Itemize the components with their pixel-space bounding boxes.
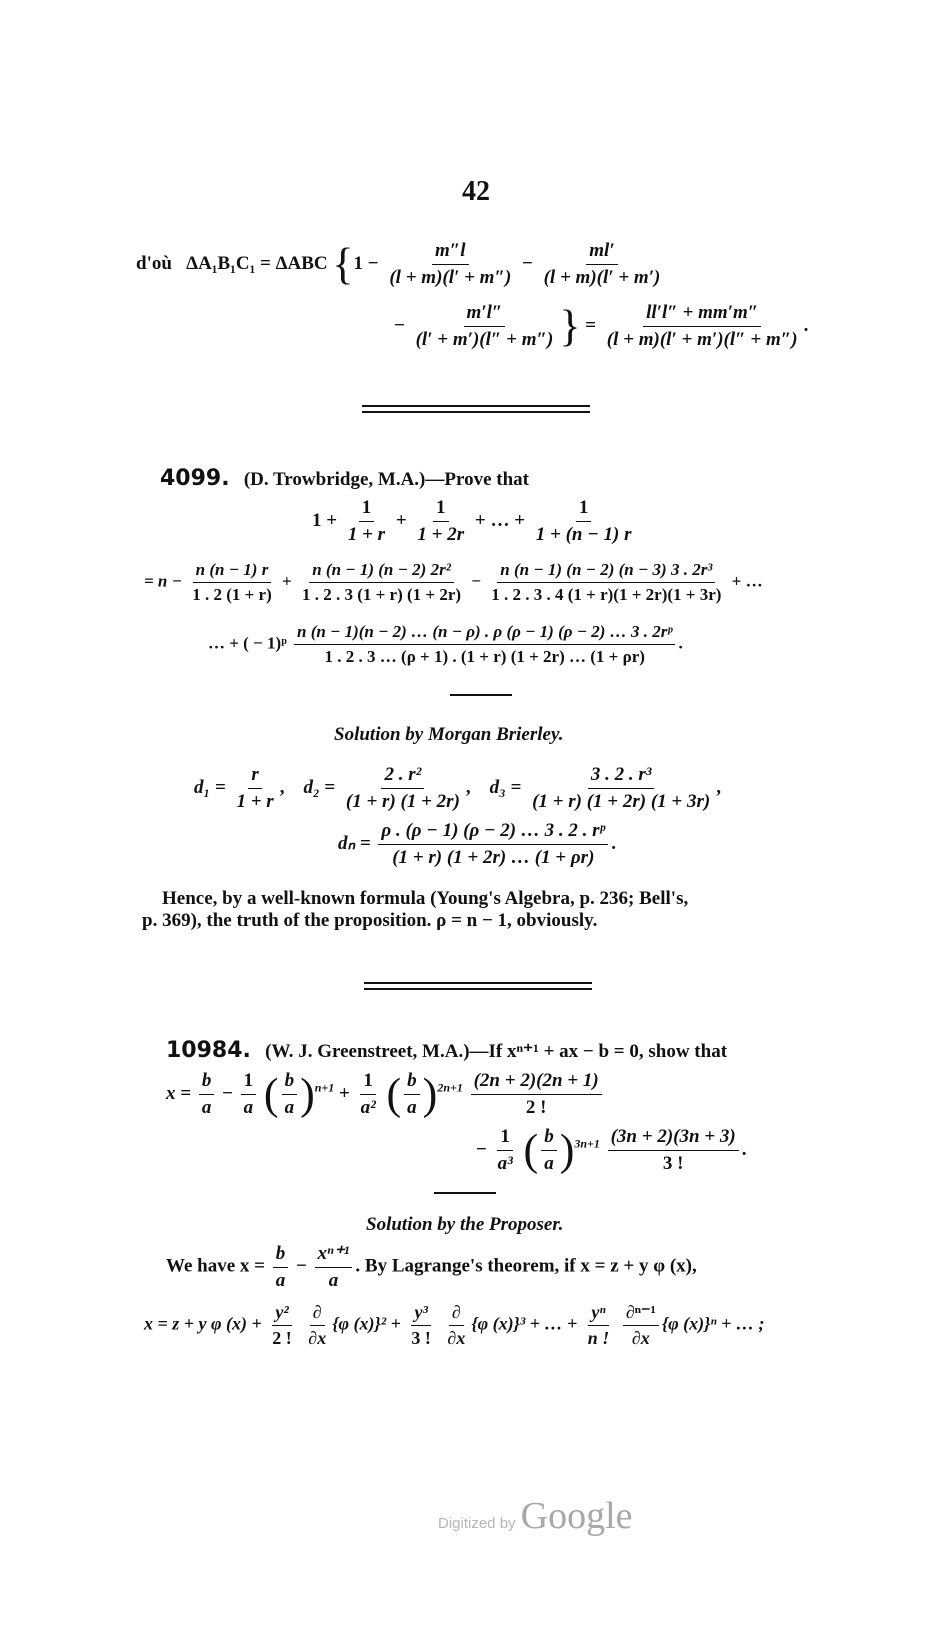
fraction: $\frac{\text{2 . r²}}{(1 + r) (1 + 2r)}$ xyxy=(345,764,460,812)
fraction: $\frac{r}{1 + r}$ xyxy=(236,764,274,812)
separator-rule xyxy=(364,982,592,984)
equation-line: 1 + $\frac{1}{1 + r}$ + $\frac{1}{1 + 2r}$ + … + $\frac{1}{1 + (n - 1) r}$ xyxy=(312,497,638,546)
fraction: $\frac{\text{∂ⁿ⁻¹}}{\partial x}$ xyxy=(623,1302,659,1349)
fraction: $\frac{1}{1 + (n - 1) r}$ xyxy=(535,497,632,545)
fraction: $\frac{(3n + 2)(3n + 3)}{3 !}$ xyxy=(608,1126,739,1175)
lhs-text: ΔA₁B₁C₁ = ΔABC xyxy=(186,252,328,274)
separator-rule xyxy=(434,1192,496,1194)
fraction: $\frac{\partial}{\partial x}$ xyxy=(447,1302,466,1348)
fraction: $\frac{\text{n (n − 1) (n − 2) (n − 3) 3 . 2r³}}{1 . 2 . 3 . 4 (1 + r)(1 + 2r)(1 + 3r)}$ xyxy=(491,560,722,604)
digitized-label: Digitized by xyxy=(438,1515,516,1532)
separator-rule xyxy=(362,405,590,407)
fraction: $\frac{n (n - 1) r}{1 . 2 (1 + r)}$ xyxy=(192,560,272,604)
solution-title: Solution by Morgan Brierley. xyxy=(334,724,564,745)
one-minus: 1 − xyxy=(353,252,379,274)
problem-author: (D. Trowbridge, M.A.)—Prove that xyxy=(243,469,529,490)
fraction: $\frac{m''l}{(l + m)(l' + m'')}$ xyxy=(389,240,512,288)
hence-paragraph: p. 369), the truth of the proposition. ρ = n − 1, obviously. xyxy=(142,910,598,931)
problem-author: (W. J. Greenstreet, M.A.)—If xⁿ⁺¹ + ax − b = 0, show that xyxy=(265,1041,728,1062)
fraction: $\frac{b}{a}$ xyxy=(282,1070,298,1119)
fraction: $\frac{\text{3 . 2 . r³}}{(1 + r) (1 + 2r) (1 + 3r)}$ xyxy=(532,764,711,812)
equation-line: We have x = $\frac{b}{a}$ − $\frac{\text{xⁿ⁺¹}}{a}$ . By Lagrange's theorem, if x = z + y φ (x), xyxy=(166,1242,697,1291)
area-formula-line2: − $\frac{m'l''}{(l' + m')(l'' + m'')}$ } = $\frac{ll'l'' + mm'm''}{(l + m)(l' + m')(l'' + m'')}$ . xyxy=(394,301,809,351)
equation-line: d₁ = $\frac{r}{1 + r}$ , d₂ = $\frac{\text{2 . r²}}{(1 + r) (1 + 2r)}$ , d₃ = $\frac{\text{3 . 2 . r³}}{(1 + r) (1 + 2r) (1 + 3r)}$ , xyxy=(194,764,721,812)
separator-rule xyxy=(364,988,592,990)
digitized-watermark xyxy=(438,1494,633,1538)
problem-10984-heading xyxy=(166,1038,727,1063)
fraction: $\frac{\text{y³}}{3 !}$ xyxy=(411,1302,431,1348)
equation-line: = n − $\frac{n (n - 1) r}{1 . 2 (1 + r)}$ + $\frac{\text{n (n − 1) (n − 2) 2r²}}{1 . 2 . 3 (1 + r) (1 + 2r)}$ − $\frac{\text{n (n − 1) (n − 2) (n − 3) 3 . 2r³}}{1 . 2 . 3 . 4 (1 + r)(1 + 2r)(1 + 3r)}$ + … xyxy=(144,560,763,604)
fraction: $\frac{1}{\text{a²}}$ xyxy=(360,1070,376,1118)
problem-number: 4099. xyxy=(160,466,230,491)
hence-paragraph: Hence, by a well-known formula (Young's Algebra, p. 236; Bell's, xyxy=(162,888,689,909)
fraction: $\frac{1}{1 + 2r}$ xyxy=(417,497,465,545)
fraction: $\frac{\text{yⁿ}}{n !}$ xyxy=(587,1302,610,1348)
equation-line: x = $\frac{b}{a}$ − $\frac{1}{a}$ ( $\frac{b}{a}$ )$^{n+1}$ + $\frac{1}{\text{a²}}$ ( $\frac{b}{a}$ )$^{2n+1}$ $\frac{(2n + 2)(2n + 1)}{2 !}$ xyxy=(166,1070,605,1119)
fraction: $\frac{\text{y²}}{2 !}$ xyxy=(272,1302,292,1348)
fraction: $\frac{\text{n (n − 1) (n − 2) 2r²}}{1 . 2 . 3 (1 + r) (1 + 2r)}$ xyxy=(301,560,462,604)
fraction: $\frac{m'l''}{(l' + m')(l'' + m'')}$ xyxy=(415,302,554,350)
google-logo: Google xyxy=(520,1495,633,1537)
right-brace: } xyxy=(559,301,581,351)
fraction: $\frac{\text{ρ . (ρ − 1) (ρ − 2) … 3 . 2 . rᵖ}}{(1 + r) (1 + 2r) \dots (1 + \rho r)}$ xyxy=(378,820,608,869)
prefix-text: d'où xyxy=(136,252,172,274)
fraction: $\frac{b}{a}$ xyxy=(199,1070,215,1119)
fraction: $\frac{1}{\text{a³}}$ xyxy=(497,1126,513,1174)
fraction: $\frac{b}{a}$ xyxy=(273,1243,289,1292)
solution-title: Solution by the Proposer. xyxy=(366,1214,564,1235)
fraction: $\frac{b}{a}$ xyxy=(541,1126,557,1175)
equation-line: x = z + y φ (x) + $\frac{\text{y²}}{2 !}$ $\frac{\partial}{\partial x}$ {φ (x)}² + $\frac{\text{y³}}{3 !}$ $\frac{\partial}{\partial x}$ {φ (x)}³ + … + $\frac{\text{yⁿ}}{n !}$ $\frac{\text{∂ⁿ⁻¹}}{\partial x}$ {φ (x)}ⁿ + … ; xyxy=(144,1302,765,1348)
fraction: $\frac{\text{xⁿ⁺¹}}{a}$ xyxy=(315,1242,353,1292)
left-brace: { xyxy=(332,239,354,289)
fraction: $\frac{1}{a}$ xyxy=(241,1070,257,1119)
fraction: $\frac{\text{n (n − 1)(n − 2) … (n − ρ) . ρ (ρ − 1) (ρ − 2) … 3 . 2rᵖ}}{1 . 2 . 3 \dots (\rho + 1) . (1 + r) (1 + 2r) \dots (1 + \rho r)}$ xyxy=(294,622,675,667)
fraction: $\frac{b}{a}$ xyxy=(404,1070,420,1119)
separator-rule xyxy=(450,694,512,696)
equation-line: dₙ = $\frac{\text{ρ . (ρ − 1) (ρ − 2) … 3 . 2 . rᵖ}}{(1 + r) (1 + 2r) \dots (1 + \rho r)}$ . xyxy=(338,820,616,868)
fraction: $\frac{\partial}{\partial x}$ xyxy=(308,1302,327,1348)
area-formula-line1: d'où ΔA₁B₁C₁ = ΔABC {1 − $\frac{m''l}{(l + m)(l' + m'')}$ − $\frac{ml'}{(l + m)(l' + m')}$ xyxy=(136,240,666,289)
fraction: $\frac{ml'}{(l + m)(l' + m')}$ xyxy=(543,240,661,288)
fraction: $\frac{(2n + 2)(2n + 1)}{2 !}$ xyxy=(471,1070,602,1119)
equation-line: … + ( − 1)ᵖ $\frac{\text{n (n − 1)(n − 2) … (n − ρ) . ρ (ρ − 1) (ρ − 2) … 3 . 2rᵖ}}{1 . 2 . 3 \dots (\rho + 1) . (1 + r) (1 + 2r) \dots (1 + \rho r)}$ . xyxy=(208,622,683,666)
page-number: 42 xyxy=(462,176,490,207)
equation-line: − $\frac{1}{\text{a³}}$ ( $\frac{b}{a}$ )$^{3n+1}$ $\frac{(3n + 2)(3n + 3)}{3 !}$ . xyxy=(476,1125,747,1175)
fraction: $\frac{1}{1 + r}$ xyxy=(347,497,386,545)
separator-rule xyxy=(362,411,590,413)
problem-4099-heading xyxy=(160,466,529,491)
fraction: $\frac{ll'l'' + mm'm''}{(l + m)(l' + m')(l'' + m'')}$ xyxy=(606,302,798,350)
problem-number: 10984. xyxy=(166,1038,251,1063)
